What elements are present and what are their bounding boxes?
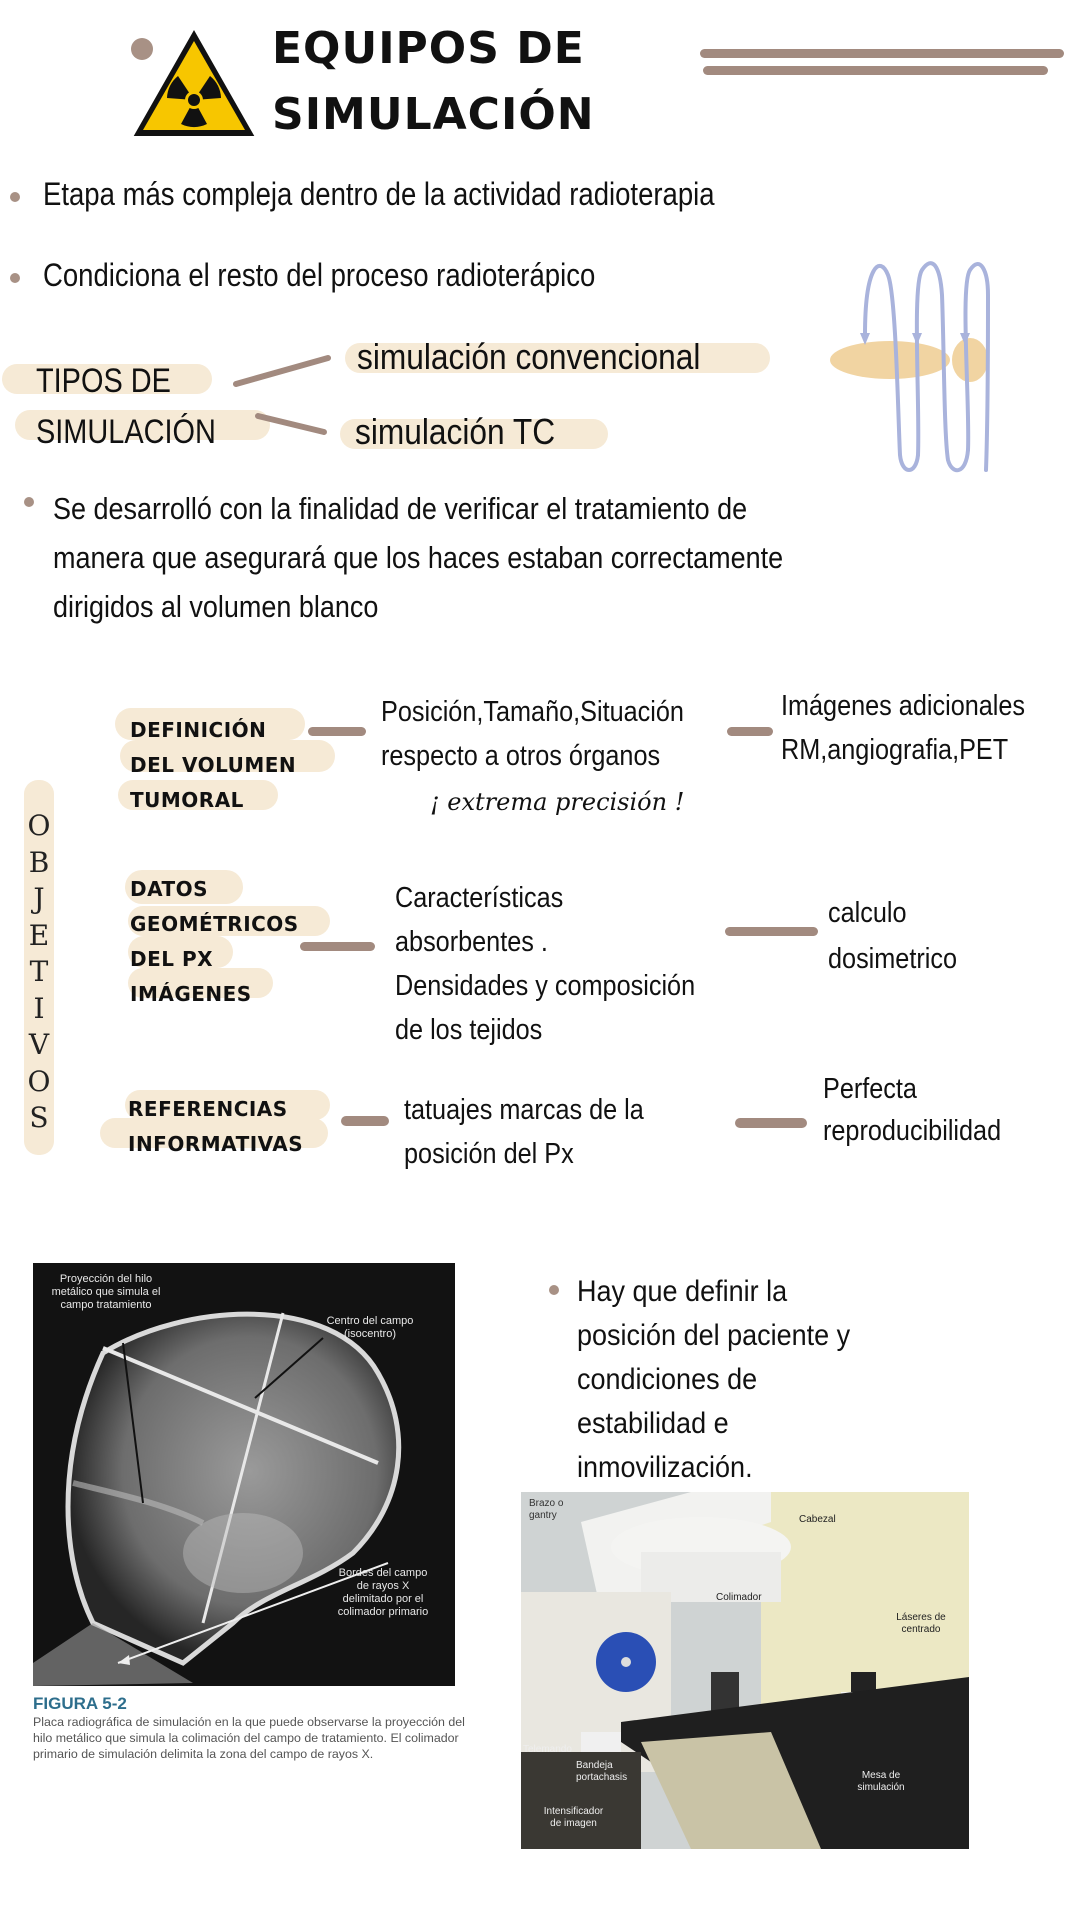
objetivo-category-2: DATOS GEOMÉTRICOS DEL PX IMÁGENES [130,877,299,1006]
connector-lines [230,350,340,440]
tipo-option-tc: simulación TC [355,411,556,452]
xray-label-isocenter: Centro del campo (isocentro) [326,1315,414,1340]
room-label-tray: Bandeja portachasis [576,1760,628,1783]
tipo-option-convencional: simulación convencional [357,336,701,377]
objetivo-result-2: calculo dosimetrico [828,897,958,975]
intro-bullet-1: Etapa más compleja dentro de la actividad radioterapia [43,176,715,212]
bullet-dot [10,192,20,202]
intro-bullet-2: Condiciona el resto del proceso radioterápico [43,257,596,293]
room-label-collimator: Colimador [716,1592,762,1603]
room-label-gantry: Brazo o gantry [529,1498,564,1521]
room-label-head: Cabezal [799,1514,836,1525]
position-paragraph: Hay que definir la posición del paciente y condiciones de estabilidad e inmovilización. [577,1275,851,1484]
bullet-dot [549,1285,559,1295]
bullet-dot [24,497,34,507]
connector-bar [725,927,818,936]
development-paragraph: Se desarrolló con la finalidad de verificar el tratamiento de manera que asegurará que los haces estaban correctamente dirigidos al volumen blanco [53,491,784,624]
xray-skull-image [33,1263,455,1686]
connector-bar [308,727,366,736]
radiation-warning-icon [128,24,260,142]
objetivo-category-3: REFERENCIAS INFORMATIVAS [128,1097,304,1156]
room-label-intensifier: Intensificador de imagen [543,1806,604,1829]
xray-label-borders: Bordes del campo de rayos X delimitado por el colimador primario [337,1567,429,1618]
page-title-line1: EQUIPOS DE [272,23,585,74]
connector-bar [735,1118,807,1128]
body-spiral-illustration [820,255,1000,475]
decorative-line-bottom [703,66,1048,75]
page-title-line2: SIMULACIÓN [272,89,595,140]
room-label-remote: Telemando [523,1744,572,1755]
objetivo-detail-1: Posición,Tamaño,Situación respecto a otros órganos [381,696,684,772]
objetivos-vertical-label: O B J E T I V O S [24,780,54,1155]
tipos-label: TIPOS DE SIMULACIÓN [36,362,216,451]
objetivo-category-1: DEFINICIÓN DEL VOLUMEN TUMORAL [130,718,297,812]
objetivo-detail-3: tatuajes marcas de la posición del Px [404,1094,644,1170]
objetivo-result-1: Imágenes adicionales RM,angiografia,PET [781,690,1026,766]
connector-bar [300,942,375,951]
connector-bar [727,727,773,736]
simulation-room-photo [521,1492,969,1849]
figure-caption: Placa radiográfica de simulación en la que puede observarse la proyección del hilo metálico que simula la colimación del campo de tratamiento. El colimador primario de simulación delimita la zona del campo de rayos X. [33,1715,465,1761]
objetivo-detail-2: Características absorbentes . Densidades y composición de los tejidos [395,882,696,1046]
xray-label-wire: Proyección del hilo metálico que simula el campo tratamiento [51,1273,161,1311]
bullet-dot [10,273,20,283]
room-label-lasers: Láseres de centrado [896,1612,946,1635]
page-title [272,16,595,148]
connector-bar [341,1116,389,1126]
objetivo-note-1: ¡ extrema precisión ! [430,788,685,816]
room-photo-graphic [521,1492,969,1849]
decorative-line-top [700,49,1064,58]
figure-title: FIGURA 5-2 [33,1694,127,1713]
room-label-table: Mesa de simulación [857,1770,905,1793]
objetivo-result-3: Perfecta reproducibilidad [823,1073,1002,1147]
